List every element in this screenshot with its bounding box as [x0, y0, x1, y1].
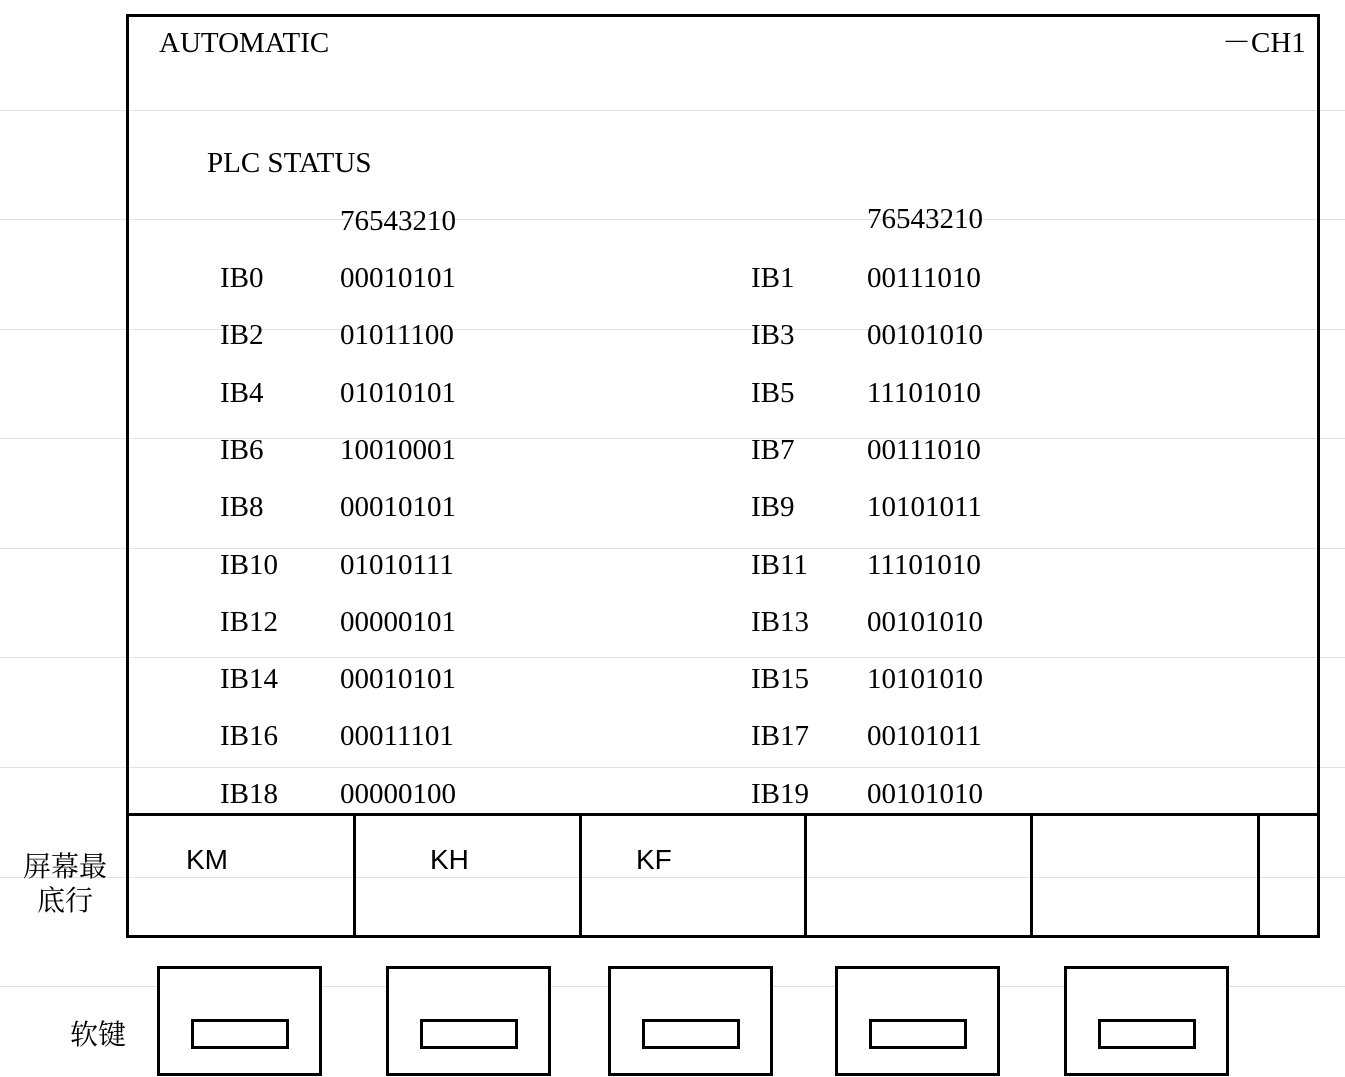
mode-label: AUTOMATIC — [159, 27, 330, 59]
page-title: PLC STATUS — [207, 147, 372, 179]
softkey-divider — [353, 813, 356, 938]
softkey-3-face — [642, 1019, 740, 1049]
input-byte-label: IB8 — [220, 491, 264, 523]
softkeys-label: 软键 — [70, 1018, 127, 1051]
channel-label: －CH1 — [1222, 27, 1306, 59]
softkey-divider — [579, 813, 582, 938]
input-byte-value: 00010101 — [340, 491, 456, 523]
input-byte-label: IB3 — [751, 319, 795, 351]
softkey-label-bar — [126, 813, 1320, 938]
input-byte-label: IB11 — [751, 549, 808, 581]
softkey-divider — [1257, 813, 1260, 938]
input-byte-label: IB7 — [751, 434, 795, 466]
input-byte-label: IB13 — [751, 606, 809, 638]
input-byte-label: IB17 — [751, 720, 809, 752]
input-byte-value: 01011100 — [340, 319, 454, 351]
input-byte-value: 00101010 — [867, 319, 983, 351]
input-byte-label: IB15 — [751, 663, 809, 695]
softkey-label-kh: KH — [430, 844, 469, 875]
screen-bottom-row-label — [10, 850, 120, 918]
input-byte-label: IB19 — [751, 778, 809, 810]
softkey-4-face — [869, 1019, 967, 1049]
input-byte-value: 00010101 — [340, 262, 456, 294]
input-byte-value: 11101010 — [867, 549, 981, 581]
input-byte-label: IB4 — [220, 377, 264, 409]
input-byte-label: IB14 — [220, 663, 278, 695]
softkey-divider — [1030, 813, 1033, 938]
input-byte-value: 00101011 — [867, 720, 982, 752]
input-byte-value: 00010101 — [340, 663, 456, 695]
input-byte-label: IB2 — [220, 319, 264, 351]
input-byte-value: 00000101 — [340, 606, 456, 638]
input-byte-label: IB0 — [220, 262, 264, 294]
softkey-5[interactable] — [1064, 966, 1229, 1076]
input-byte-label: IB10 — [220, 549, 278, 581]
softkey-2[interactable] — [386, 966, 551, 1076]
softkey-2-face — [420, 1019, 518, 1049]
screen-bottom-row-label-line: 屏幕最 — [22, 850, 107, 883]
softkey-divider — [804, 813, 807, 938]
input-byte-label: IB18 — [220, 778, 278, 810]
input-byte-value: 10101010 — [867, 663, 983, 695]
input-byte-value: 00000100 — [340, 778, 456, 810]
input-byte-value: 11101010 — [867, 377, 981, 409]
input-byte-value: 00011101 — [340, 720, 454, 752]
bit-header-right: 76543210 — [867, 203, 983, 235]
softkey-1-face — [191, 1019, 289, 1049]
softkey-label-km: KM — [186, 844, 228, 875]
softkey-label-kf: KF — [636, 844, 672, 875]
input-byte-label: IB12 — [220, 606, 278, 638]
softkey-3[interactable] — [608, 966, 773, 1076]
input-byte-label: IB16 — [220, 720, 278, 752]
screen-bottom-row-label-line: 底行 — [36, 884, 93, 917]
input-byte-label: IB9 — [751, 491, 795, 523]
input-byte-value: 10101011 — [867, 491, 982, 523]
input-byte-label: IB1 — [751, 262, 795, 294]
input-byte-label: IB5 — [751, 377, 795, 409]
input-byte-value: 00101010 — [867, 606, 983, 638]
input-byte-value: 00101010 — [867, 778, 983, 810]
input-byte-value: 01010111 — [340, 549, 454, 581]
softkey-5-face — [1098, 1019, 1196, 1049]
softkey-1[interactable] — [157, 966, 322, 1076]
input-byte-value: 00111010 — [867, 434, 981, 466]
input-byte-label: IB6 — [220, 434, 264, 466]
softkey-4[interactable] — [835, 966, 1000, 1076]
input-byte-value: 00111010 — [867, 262, 981, 294]
input-byte-value: 01010101 — [340, 377, 456, 409]
bit-header-left: 76543210 — [340, 205, 456, 237]
input-byte-value: 10010001 — [340, 434, 456, 466]
